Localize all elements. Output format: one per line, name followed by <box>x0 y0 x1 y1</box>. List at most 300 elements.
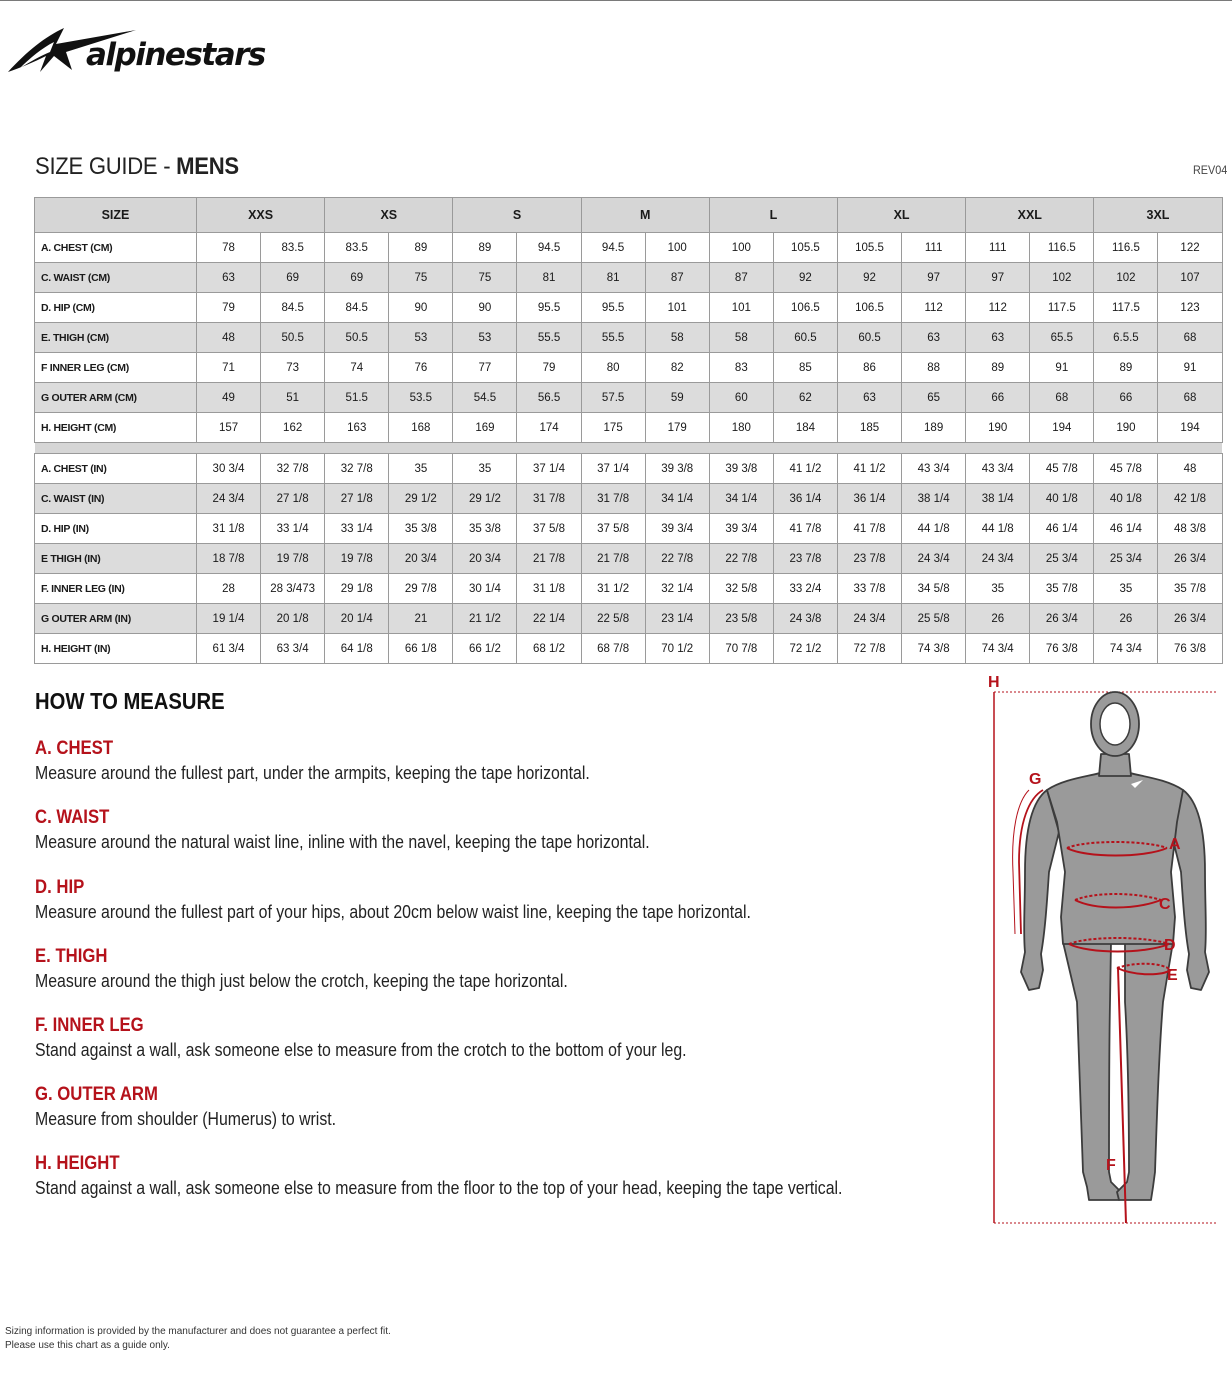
table-cell: 89 <box>1094 353 1158 383</box>
table-cell: 48 <box>197 323 261 353</box>
table-cell: 33 1/4 <box>325 514 389 544</box>
table-cell: 21 7/8 <box>581 544 645 574</box>
table-cell: 63 3/4 <box>261 634 325 664</box>
table-cell: 39 3/4 <box>645 514 709 544</box>
table-cell: 30 3/4 <box>197 454 261 484</box>
table-cell: 163 <box>325 413 389 443</box>
measure-item-desc: Measure from shoulder (Humerus) to wrist. <box>35 1109 337 1129</box>
table-row <box>35 454 1223 484</box>
row-label: E THIGH (IN) <box>35 544 197 574</box>
brand-logo <box>6 18 296 80</box>
table-cell: 35 <box>1094 574 1158 604</box>
measure-item-desc: Measure around the thigh just below the crotch, keeping the tape horizontal. <box>35 971 568 991</box>
table-cell: 76 <box>389 353 453 383</box>
table-row <box>35 293 1223 323</box>
table-cell: 63 <box>197 263 261 293</box>
table-cell: 31 1/2 <box>581 574 645 604</box>
table-cell: 111 <box>902 233 966 263</box>
table-cell: 91 <box>1030 353 1094 383</box>
table-cell: 55.5 <box>517 323 581 353</box>
table-cell: 194 <box>1158 413 1222 443</box>
measure-item-title: F. INNER LEG <box>35 1015 144 1036</box>
table-cell: 39 3/4 <box>709 514 773 544</box>
table-cell: 20 3/4 <box>453 544 517 574</box>
table-cell: 55.5 <box>581 323 645 353</box>
table-cell: 70 7/8 <box>709 634 773 664</box>
table-cell: 117.5 <box>1094 293 1158 323</box>
measure-item-title: G. OUTER ARM <box>35 1084 158 1105</box>
measure-item-desc: Measure around the natural waist line, inline with the navel, keeping the tape horizontal. <box>35 832 650 852</box>
row-label: D. HIP (IN) <box>35 514 197 544</box>
table-cell: 34 5/8 <box>902 574 966 604</box>
table-cell: 102 <box>1030 263 1094 293</box>
table-cell: 61 3/4 <box>197 634 261 664</box>
table-cell: 185 <box>837 413 901 443</box>
table-cell: 32 1/4 <box>645 574 709 604</box>
table-cell: 32 7/8 <box>325 454 389 484</box>
table-cell: 168 <box>389 413 453 443</box>
table-cell: 78 <box>197 233 261 263</box>
row-label: C. WAIST (IN) <box>35 484 197 514</box>
table-cell: 50.5 <box>325 323 389 353</box>
table-cell: 189 <box>902 413 966 443</box>
table-cell: 80 <box>581 353 645 383</box>
table-row <box>35 353 1223 383</box>
table-cell: 162 <box>261 413 325 443</box>
table-cell: 37 1/4 <box>517 454 581 484</box>
table-cell: 86 <box>837 353 901 383</box>
table-cell: 54.5 <box>453 383 517 413</box>
table-cell: 33 1/4 <box>261 514 325 544</box>
table-cell: 21 <box>389 604 453 634</box>
table-cell: 91 <box>1158 353 1222 383</box>
table-cell: 190 <box>1094 413 1158 443</box>
table-cell: 51.5 <box>325 383 389 413</box>
table-cell: 25 5/8 <box>902 604 966 634</box>
row-label: F INNER LEG (CM) <box>35 353 197 383</box>
table-cell: 46 1/4 <box>1094 514 1158 544</box>
table-cell: 20 3/4 <box>389 544 453 574</box>
table-cell: 66 1/8 <box>389 634 453 664</box>
figure-label-d: D <box>1164 937 1176 954</box>
table-cell: 44 1/8 <box>966 514 1030 544</box>
table-cell: 112 <box>902 293 966 323</box>
table-cell: 157 <box>197 413 261 443</box>
table-cell: 76 3/8 <box>1158 634 1222 664</box>
row-label: F. INNER LEG (IN) <box>35 574 197 604</box>
table-cell: 30 1/4 <box>453 574 517 604</box>
disclaimer-line-1: Sizing information is provided by the manufacturer and does not guarantee a perfect fit. <box>5 1326 391 1337</box>
measure-item <box>35 945 935 993</box>
disclaimer-line-2: Please use this chart as a guide only. <box>5 1340 170 1351</box>
table-cell: 63 <box>837 383 901 413</box>
table-cell: 45 7/8 <box>1094 454 1158 484</box>
figure-label-c: C <box>1159 896 1171 913</box>
table-cell: 94.5 <box>517 233 581 263</box>
table-cell: 50.5 <box>261 323 325 353</box>
table-cell: 89 <box>966 353 1030 383</box>
table-spacer <box>35 443 1223 454</box>
table-cell: 19 7/8 <box>261 544 325 574</box>
table-cell: 21 1/2 <box>453 604 517 634</box>
page-title <box>35 153 239 181</box>
table-cell: 41 1/2 <box>837 454 901 484</box>
table-cell: 90 <box>389 293 453 323</box>
table-row <box>35 484 1223 514</box>
row-label: H. HEIGHT (CM) <box>35 413 197 443</box>
figure-label-h: H <box>988 674 1000 691</box>
measure-item-title: H. HEIGHT <box>35 1153 120 1174</box>
table-cell: 41 7/8 <box>773 514 837 544</box>
table-cell: 38 1/4 <box>902 484 966 514</box>
table-cell: 38 1/4 <box>966 484 1030 514</box>
size-header-xxl: XXL <box>966 198 1094 233</box>
table-cell: 92 <box>773 263 837 293</box>
table-cell: 89 <box>453 233 517 263</box>
size-table-body <box>35 233 1223 664</box>
table-cell: 48 3/8 <box>1158 514 1222 544</box>
table-cell: 101 <box>709 293 773 323</box>
table-cell: 95.5 <box>581 293 645 323</box>
table-cell: 45 7/8 <box>1030 454 1094 484</box>
table-row <box>35 514 1223 544</box>
table-cell: 26 <box>966 604 1030 634</box>
table-cell: 179 <box>645 413 709 443</box>
measure-item-desc: Stand against a wall, ask someone else to measure from the floor to the top of your head, keeping the tape vertical. <box>35 1178 843 1198</box>
row-label: A. CHEST (IN) <box>35 454 197 484</box>
table-cell: 24 3/4 <box>902 544 966 574</box>
table-row <box>35 604 1223 634</box>
table-cell: 6.5.5 <box>1094 323 1158 353</box>
table-cell: 33 7/8 <box>837 574 901 604</box>
table-cell: 62 <box>773 383 837 413</box>
table-cell: 116.5 <box>1030 233 1094 263</box>
table-cell: 90 <box>453 293 517 323</box>
measure-item-desc: Measure around the fullest part, under the armpits, keeping the tape horizontal. <box>35 763 590 783</box>
table-row <box>35 383 1223 413</box>
table-cell: 116.5 <box>1094 233 1158 263</box>
body-measurement-figure <box>985 672 1220 1232</box>
measure-item <box>35 806 935 854</box>
table-cell: 94.5 <box>581 233 645 263</box>
row-label: H. HEIGHT (IN) <box>35 634 197 664</box>
title-bold: MENS <box>176 153 239 180</box>
brand-name: alpinestars <box>86 37 265 73</box>
table-cell: 36 1/4 <box>837 484 901 514</box>
table-cell: 40 1/8 <box>1030 484 1094 514</box>
measure-item-desc: Stand against a wall, ask someone else to measure from the crotch to the bottom of your leg. <box>35 1040 687 1060</box>
table-cell: 111 <box>966 233 1030 263</box>
table-cell: 83 <box>709 353 773 383</box>
table-cell: 174 <box>517 413 581 443</box>
table-cell: 63 <box>966 323 1030 353</box>
table-spacer-row <box>35 443 1223 454</box>
table-cell: 84.5 <box>261 293 325 323</box>
table-cell: 18 7/8 <box>197 544 261 574</box>
row-label: E. THIGH (CM) <box>35 323 197 353</box>
table-cell: 100 <box>645 233 709 263</box>
measure-item-title: E. THIGH <box>35 946 108 967</box>
table-cell: 29 1/8 <box>325 574 389 604</box>
table-cell: 24 3/4 <box>966 544 1030 574</box>
table-cell: 32 5/8 <box>709 574 773 604</box>
table-cell: 35 <box>389 454 453 484</box>
table-cell: 88 <box>902 353 966 383</box>
measure-item-desc: Measure around the fullest part of your hips, about 20cm below waist line, keeping the tape horizontal. <box>35 902 751 922</box>
measure-item <box>35 876 935 924</box>
table-cell: 72 1/2 <box>773 634 837 664</box>
table-cell: 26 <box>1094 604 1158 634</box>
table-cell: 112 <box>966 293 1030 323</box>
table-cell: 29 1/2 <box>453 484 517 514</box>
table-cell: 42 1/8 <box>1158 484 1222 514</box>
how-to-measure-title: HOW TO MEASURE <box>35 688 225 714</box>
row-label: G OUTER ARM (CM) <box>35 383 197 413</box>
table-cell: 25 3/4 <box>1094 544 1158 574</box>
table-cell: 75 <box>389 263 453 293</box>
measure-item-title: D. HIP <box>35 877 85 898</box>
table-cell: 35 3/8 <box>453 514 517 544</box>
table-cell: 68 <box>1158 383 1222 413</box>
table-cell: 71 <box>197 353 261 383</box>
table-cell: 53 <box>389 323 453 353</box>
table-cell: 97 <box>966 263 1030 293</box>
table-row <box>35 323 1223 353</box>
table-cell: 77 <box>453 353 517 383</box>
table-cell: 44 1/8 <box>902 514 966 544</box>
table-cell: 41 7/8 <box>837 514 901 544</box>
row-label: C. WAIST (CM) <box>35 263 197 293</box>
row-label: G OUTER ARM (IN) <box>35 604 197 634</box>
table-cell: 23 7/8 <box>837 544 901 574</box>
table-cell: 100 <box>709 233 773 263</box>
table-cell: 105.5 <box>773 233 837 263</box>
table-cell: 64 1/8 <box>325 634 389 664</box>
table-cell: 184 <box>773 413 837 443</box>
table-cell: 26 3/4 <box>1158 544 1222 574</box>
table-cell: 37 5/8 <box>517 514 581 544</box>
top-rule <box>0 0 1232 1</box>
table-cell: 175 <box>581 413 645 443</box>
table-cell: 81 <box>581 263 645 293</box>
table-cell: 69 <box>325 263 389 293</box>
size-header-s: S <box>453 198 581 233</box>
table-cell: 21 7/8 <box>517 544 581 574</box>
table-cell: 43 3/4 <box>902 454 966 484</box>
table-cell: 35 <box>966 574 1030 604</box>
measure-item <box>35 1083 935 1131</box>
table-cell: 97 <box>902 263 966 293</box>
measure-item <box>35 737 935 785</box>
table-cell: 27 1/8 <box>261 484 325 514</box>
measure-item-title: C. WAIST <box>35 807 110 828</box>
table-cell: 122 <box>1158 233 1222 263</box>
table-cell: 72 7/8 <box>837 634 901 664</box>
table-cell: 101 <box>645 293 709 323</box>
revision-code: REV04 <box>1193 163 1228 177</box>
table-cell: 22 7/8 <box>645 544 709 574</box>
table-cell: 39 3/8 <box>645 454 709 484</box>
table-cell: 33 2/4 <box>773 574 837 604</box>
table-cell: 40 1/8 <box>1094 484 1158 514</box>
table-cell: 190 <box>966 413 1030 443</box>
table-cell: 31 1/8 <box>517 574 581 604</box>
table-cell: 23 5/8 <box>709 604 773 634</box>
table-cell: 60.5 <box>773 323 837 353</box>
table-cell: 31 7/8 <box>517 484 581 514</box>
table-cell: 83.5 <box>261 233 325 263</box>
table-cell: 169 <box>453 413 517 443</box>
table-cell: 81 <box>517 263 581 293</box>
table-cell: 23 7/8 <box>773 544 837 574</box>
table-cell: 32 7/8 <box>261 454 325 484</box>
figure-label-a: A <box>1169 836 1181 853</box>
row-label: A. CHEST (CM) <box>35 233 197 263</box>
table-cell: 87 <box>709 263 773 293</box>
table-cell: 60 <box>709 383 773 413</box>
table-cell: 37 5/8 <box>581 514 645 544</box>
table-cell: 123 <box>1158 293 1222 323</box>
size-header-xs: XS <box>325 198 453 233</box>
table-cell: 19 7/8 <box>325 544 389 574</box>
table-row <box>35 634 1223 664</box>
table-cell: 39 3/8 <box>709 454 773 484</box>
table-cell: 194 <box>1030 413 1094 443</box>
table-cell: 60.5 <box>837 323 901 353</box>
table-cell: 95.5 <box>517 293 581 323</box>
table-cell: 75 <box>453 263 517 293</box>
table-cell: 34 1/4 <box>645 484 709 514</box>
table-cell: 79 <box>197 293 261 323</box>
table-cell: 117.5 <box>1030 293 1094 323</box>
table-cell: 66 <box>1094 383 1158 413</box>
table-cell: 20 1/8 <box>261 604 325 634</box>
table-cell: 22 7/8 <box>709 544 773 574</box>
table-cell: 69 <box>261 263 325 293</box>
table-cell: 31 7/8 <box>581 484 645 514</box>
table-cell: 68 1/2 <box>517 634 581 664</box>
table-cell: 74 3/4 <box>1094 634 1158 664</box>
table-cell: 26 3/4 <box>1158 604 1222 634</box>
table-cell: 23 1/4 <box>645 604 709 634</box>
table-cell: 73 <box>261 353 325 383</box>
table-cell: 89 <box>389 233 453 263</box>
size-header-xl: XL <box>837 198 965 233</box>
table-cell: 35 7/8 <box>1030 574 1094 604</box>
table-cell: 49 <box>197 383 261 413</box>
row-label: D. HIP (CM) <box>35 293 197 323</box>
disclaimer <box>5 1325 391 1353</box>
table-cell: 66 <box>966 383 1030 413</box>
table-cell: 107 <box>1158 263 1222 293</box>
table-cell: 24 3/8 <box>773 604 837 634</box>
table-cell: 105.5 <box>837 233 901 263</box>
table-cell: 19 1/4 <box>197 604 261 634</box>
size-header-m: M <box>581 198 709 233</box>
table-cell: 65.5 <box>1030 323 1094 353</box>
table-cell: 20 1/4 <box>325 604 389 634</box>
size-header: SIZE <box>35 198 197 233</box>
table-cell: 53 <box>453 323 517 353</box>
table-cell: 74 3/8 <box>902 634 966 664</box>
table-row <box>35 263 1223 293</box>
table-cell: 53.5 <box>389 383 453 413</box>
table-cell: 63 <box>902 323 966 353</box>
table-cell: 68 <box>1030 383 1094 413</box>
table-cell: 106.5 <box>837 293 901 323</box>
table-cell: 84.5 <box>325 293 389 323</box>
table-cell: 58 <box>709 323 773 353</box>
table-cell: 48 <box>1158 454 1222 484</box>
table-cell: 22 1/4 <box>517 604 581 634</box>
table-cell: 76 3/8 <box>1030 634 1094 664</box>
table-cell: 46 1/4 <box>1030 514 1094 544</box>
table-cell: 180 <box>709 413 773 443</box>
measure-item-title: A. CHEST <box>35 738 114 759</box>
table-cell: 106.5 <box>773 293 837 323</box>
size-header-l: L <box>709 198 837 233</box>
table-cell: 82 <box>645 353 709 383</box>
table-cell: 43 3/4 <box>966 454 1030 484</box>
table-cell: 27 1/8 <box>325 484 389 514</box>
table-cell: 74 <box>325 353 389 383</box>
table-row <box>35 544 1223 574</box>
measure-item <box>35 1014 935 1062</box>
table-cell: 51 <box>261 383 325 413</box>
figure-label-e: E <box>1167 967 1178 984</box>
table-row <box>35 233 1223 263</box>
size-header-xxs: XXS <box>197 198 325 233</box>
table-cell: 34 1/4 <box>709 484 773 514</box>
table-cell: 24 3/4 <box>837 604 901 634</box>
table-cell: 68 7/8 <box>581 634 645 664</box>
table-cell: 79 <box>517 353 581 383</box>
table-cell: 59 <box>645 383 709 413</box>
table-cell: 41 1/2 <box>773 454 837 484</box>
figure-label-f: F <box>1106 1157 1116 1174</box>
table-cell: 22 5/8 <box>581 604 645 634</box>
table-row <box>35 574 1223 604</box>
table-cell: 31 1/8 <box>197 514 261 544</box>
title-prefix: SIZE GUIDE - <box>35 153 177 180</box>
table-cell: 65 <box>902 383 966 413</box>
table-cell: 37 1/4 <box>581 454 645 484</box>
table-cell: 56.5 <box>517 383 581 413</box>
table-row <box>35 413 1223 443</box>
table-cell: 29 1/2 <box>389 484 453 514</box>
table-cell: 57.5 <box>581 383 645 413</box>
size-header-row <box>35 198 1223 233</box>
table-cell: 87 <box>645 263 709 293</box>
table-cell: 58 <box>645 323 709 353</box>
measurement-figure <box>985 672 1220 1232</box>
table-cell: 102 <box>1094 263 1158 293</box>
size-header-3xl: 3XL <box>1094 198 1222 233</box>
table-cell: 74 3/4 <box>966 634 1030 664</box>
table-cell: 25 3/4 <box>1030 544 1094 574</box>
table-cell: 85 <box>773 353 837 383</box>
table-cell: 83.5 <box>325 233 389 263</box>
table-cell: 29 7/8 <box>389 574 453 604</box>
size-table <box>34 197 1223 664</box>
table-cell: 70 1/2 <box>645 634 709 664</box>
table-cell: 26 3/4 <box>1030 604 1094 634</box>
measure-item <box>35 1152 935 1200</box>
table-cell: 35 7/8 <box>1158 574 1222 604</box>
figure-label-g: G <box>1029 771 1042 788</box>
table-cell: 36 1/4 <box>773 484 837 514</box>
table-cell: 92 <box>837 263 901 293</box>
